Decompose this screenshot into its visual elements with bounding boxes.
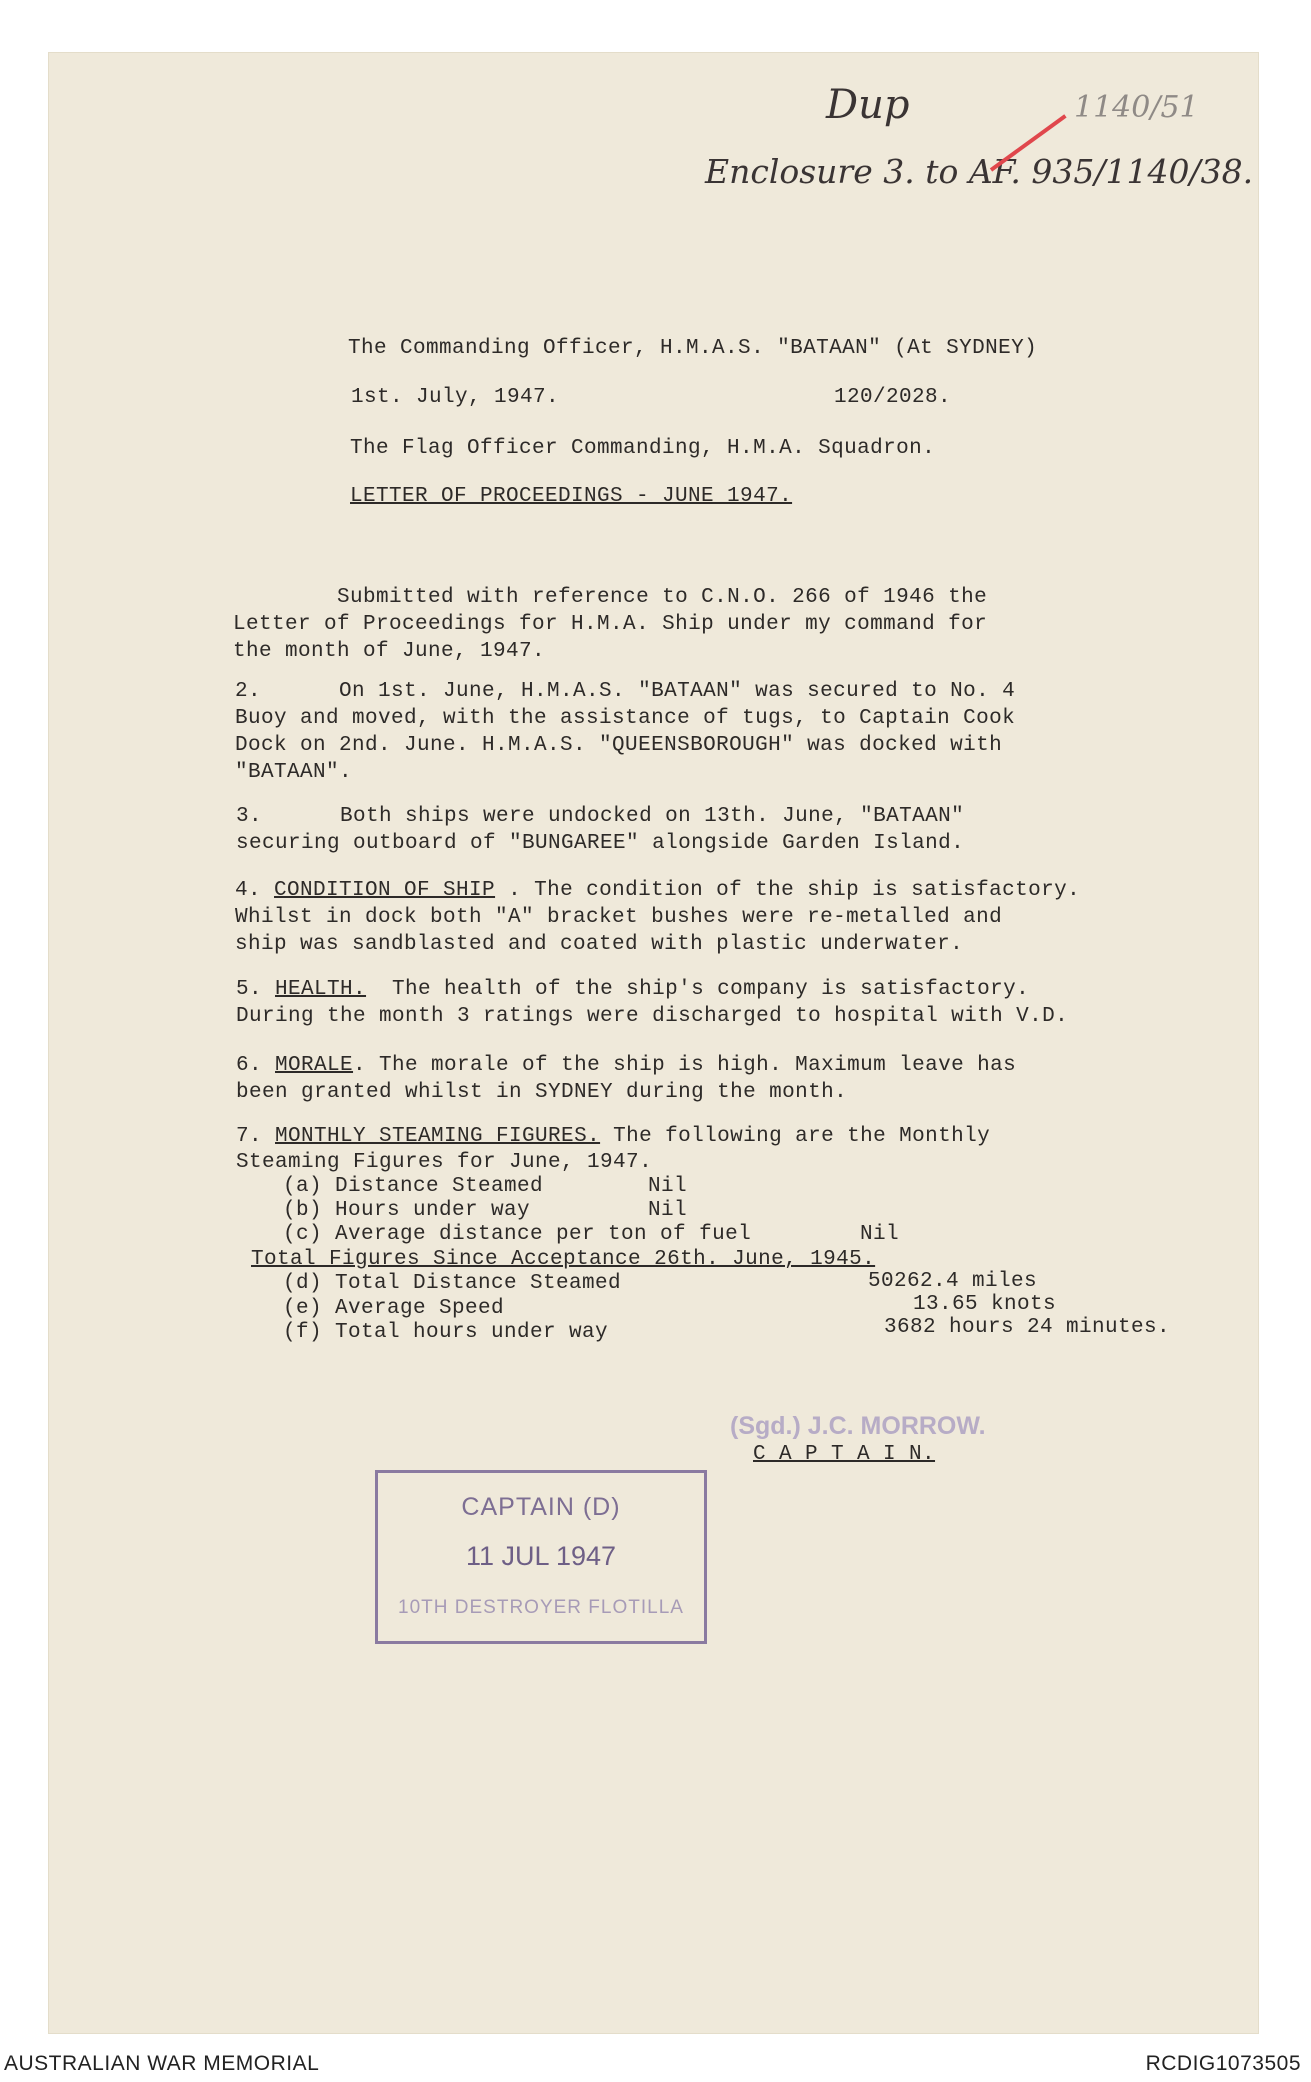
paragraph-line: Dock on 2nd. June. H.M.A.S. "QUEENSBOROUGH" was docked with <box>235 734 1003 757</box>
paragraph-4-condition-of-ship <box>235 876 1080 958</box>
stamp-unit: 10TH DESTROYER FLOTILLA <box>398 1597 684 1618</box>
subject-line: LETTER OF PROCEEDINGS - JUNE 1947. <box>350 485 793 508</box>
handwritten-file-number: 1140/51 <box>1074 90 1199 125</box>
monthly-item-label: (a) Distance Steamed <box>283 1175 544 1198</box>
handwritten-enclosure-note: Enclosure 3. to AF. 935/1140/38. <box>705 152 1254 191</box>
monthly-item-label: (b) Hours under way <box>283 1199 531 1222</box>
received-stamp <box>375 1470 707 1644</box>
totals-heading: Total Figures Since Acceptance 26th. June, 1945. <box>251 1248 876 1271</box>
paragraph-6-morale <box>236 1051 1016 1106</box>
paragraph-line: Letter of Proceedings for H.M.A. Ship under my command for <box>233 613 988 636</box>
total-item-label: (d) Total Distance Steamed <box>283 1272 622 1295</box>
total-item-label: (f) Total hours under way <box>283 1321 609 1344</box>
paragraph-2 <box>235 678 1015 786</box>
handwritten-mark: Dup <box>826 82 910 128</box>
monthly-item-label: (c) Average distance per ton of fuel <box>283 1223 752 1246</box>
paragraph-text: . The condition of the ship is satisfactory. <box>495 879 1081 902</box>
paragraph-text: . The morale of the ship is high. Maximum leave has <box>353 1054 1017 1077</box>
paragraph-line: ship was sandblasted and coated with plastic underwater. <box>235 933 964 956</box>
paragraph-1 <box>233 584 987 665</box>
footer-identifier: RCDIG1073505 <box>1145 2052 1301 2075</box>
to-line: The Flag Officer Commanding, H.M.A. Squadron. <box>350 437 936 460</box>
paragraph-7-steaming-figures <box>236 1123 990 1176</box>
paragraph-line: Steaming Figures for June, 1947. <box>236 1151 653 1174</box>
paragraph-line: securing outboard of "BUNGAREE" alongside Garden Island. <box>236 832 965 855</box>
paragraph-number: 7. <box>236 1125 276 1148</box>
paragraph-line: Submitted with reference to C.N.O. 266 of 1946 the <box>233 586 988 609</box>
monthly-item-value: Nil <box>648 1199 688 1222</box>
total-item-value: 3682 hours 24 minutes. <box>884 1316 1171 1339</box>
section-heading: MORALE <box>275 1054 354 1077</box>
reference-number: 120/2028. <box>834 386 952 409</box>
monthly-item-value: Nil <box>860 1223 900 1246</box>
paragraph-3 <box>236 803 964 857</box>
section-heading: CONDITION OF SHIP <box>274 879 496 902</box>
monthly-item-value: Nil <box>648 1175 688 1198</box>
paragraph-number: 6. <box>236 1054 276 1077</box>
letter-date: 1st. July, 1947. <box>351 386 560 409</box>
section-heading: HEALTH. <box>275 978 367 1001</box>
paragraph-number: 5. <box>236 978 276 1001</box>
paragraph-line: 3. Both ships were undocked on 13th. June, "BATAAN" <box>236 805 965 828</box>
total-item-label: (e) Average Speed <box>283 1297 505 1320</box>
paragraph-line: During the month 3 ratings were discharged to hospital with V.D. <box>236 1005 1069 1028</box>
stamp-date: 11 JUL 1947 <box>465 1541 617 1571</box>
total-item-value: 13.65 knots <box>913 1293 1057 1316</box>
paragraph-text: The health of the ship's company is satisfactory. <box>366 978 1030 1001</box>
signature-stamp: (Sgd.) J.C. MORROW. <box>730 1412 986 1440</box>
paragraph-line: 2. On 1st. June, H.M.A.S. "BATAAN" was secured to No. 4 <box>235 680 1016 703</box>
paragraph-text: The following are the Monthly <box>600 1125 991 1148</box>
paragraph-line: the month of June, 1947. <box>233 640 546 663</box>
paragraph-line: "BATAAN". <box>235 761 353 784</box>
stamp-title: CAPTAIN (D) <box>461 1493 621 1521</box>
paragraph-line: been granted whilst in SYDNEY during the month. <box>236 1081 848 1104</box>
total-item-value: 50262.4 miles <box>868 1270 1038 1293</box>
section-heading: MONTHLY STEAMING FIGURES. <box>275 1125 601 1148</box>
signature-rank: C A P T A I N. <box>753 1443 936 1466</box>
footer-source: AUSTRALIAN WAR MEMORIAL <box>4 2052 320 2075</box>
from-line: The Commanding Officer, H.M.A.S. "BATAAN" (At SYDNEY) <box>348 337 1038 360</box>
paragraph-number: 4. <box>235 879 275 902</box>
paragraph-5-health <box>236 975 1068 1030</box>
paragraph-line: Whilst in dock both "A" bracket bushes were re-metalled and <box>235 906 1003 929</box>
paragraph-line: Buoy and moved, with the assistance of tugs, to Captain Cook <box>235 707 1016 730</box>
